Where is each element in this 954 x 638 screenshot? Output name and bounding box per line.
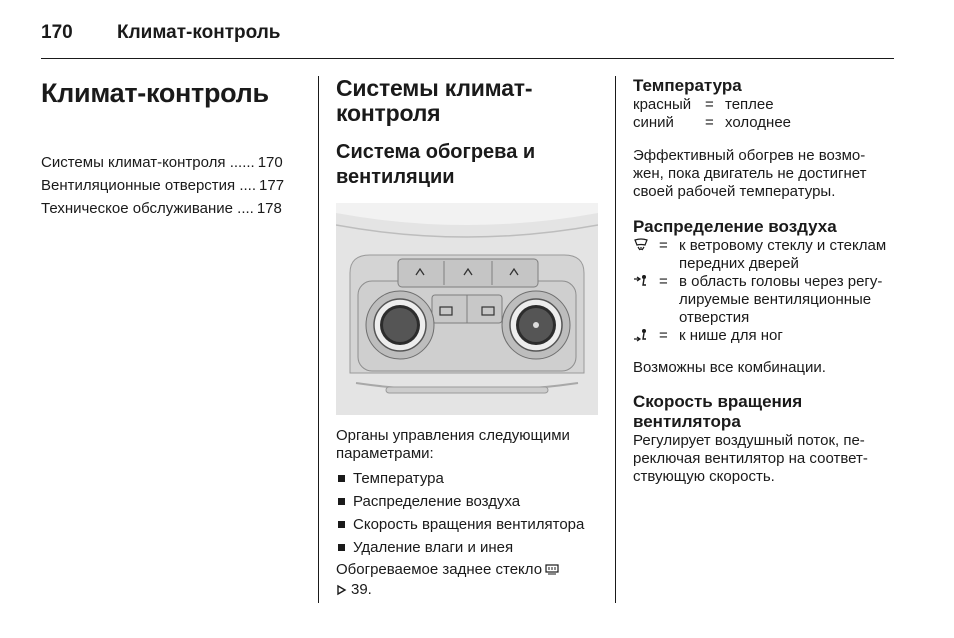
temperature-title: Температура bbox=[633, 76, 742, 95]
foot-air-icon bbox=[633, 327, 659, 347]
rear-window-note: Обогреваемое заднее стекло 39. bbox=[336, 561, 598, 601]
head-air-icon bbox=[633, 273, 659, 327]
fan-speed-text: Регулирует воздушный поток, пе- реключая вентилятор на соответ- ствующую скорость. bbox=[633, 432, 868, 485]
climate-panel-illustration bbox=[336, 203, 598, 415]
toc-item[interactable]: Вентиляционные отверстия .... 177 bbox=[41, 177, 285, 194]
page-reference-icon bbox=[336, 583, 348, 601]
bullet-icon bbox=[338, 475, 345, 482]
list-item: = к нише для ног bbox=[633, 327, 899, 347]
column-1 bbox=[41, 76, 303, 220]
toc-item[interactable]: Техническое обслуживание .... 178 bbox=[41, 200, 282, 217]
column-3 bbox=[633, 76, 899, 486]
column-divider-1 bbox=[318, 76, 319, 603]
header-divider bbox=[41, 58, 894, 59]
column-2 bbox=[336, 76, 598, 601]
list-item: Распределение воздуха bbox=[336, 490, 598, 513]
distribution-note: Возможны все комбинации. bbox=[633, 359, 826, 376]
list-item: Температура bbox=[336, 467, 598, 490]
windshield-air-icon bbox=[633, 237, 659, 273]
page-header bbox=[41, 20, 894, 60]
temp-row-blue: синий = холоднее bbox=[633, 114, 791, 131]
bullet-icon bbox=[338, 521, 345, 528]
table-of-contents bbox=[41, 151, 303, 220]
temperature-note: Эффективный обогрев не возмо- жен, пока двигатель не достигнет своей рабочей температуры. bbox=[633, 147, 867, 200]
column-divider-2 bbox=[615, 76, 616, 603]
fan-speed-title: Скорость вращения вентилятора bbox=[633, 392, 803, 431]
toc-item[interactable]: Системы климат-контроля ...... 170 bbox=[41, 154, 283, 171]
running-title: Климат-контроль bbox=[117, 22, 281, 43]
list-item: Удаление влаги и инея bbox=[336, 536, 598, 559]
section-title: Системы климат- контроля bbox=[336, 75, 533, 126]
controls-list bbox=[336, 467, 598, 559]
rear-window-heater-icon bbox=[545, 563, 559, 581]
temp-row-red: красный = теплее bbox=[633, 96, 774, 113]
intro-text: Органы управления следующими параметрами: bbox=[336, 427, 570, 462]
bullet-icon bbox=[338, 544, 345, 551]
bullet-icon bbox=[338, 498, 345, 505]
list-item: Скорость вращения вентилятора bbox=[336, 513, 598, 536]
chapter-title: Климат-контроль bbox=[41, 78, 269, 108]
air-distribution-title: Распределение воздуха bbox=[633, 217, 837, 236]
list-item: = в область головы через регу- лируемые вентиляционные отверстия bbox=[633, 273, 899, 327]
air-distribution-list bbox=[633, 237, 899, 347]
page-reference[interactable]: 39. bbox=[351, 581, 372, 598]
subsection-title: Система обогрева и вентиляции bbox=[336, 141, 536, 188]
page-number: 170 bbox=[41, 22, 73, 43]
list-item: = к ветровому стеклу и стеклам передних дверей bbox=[633, 237, 899, 273]
